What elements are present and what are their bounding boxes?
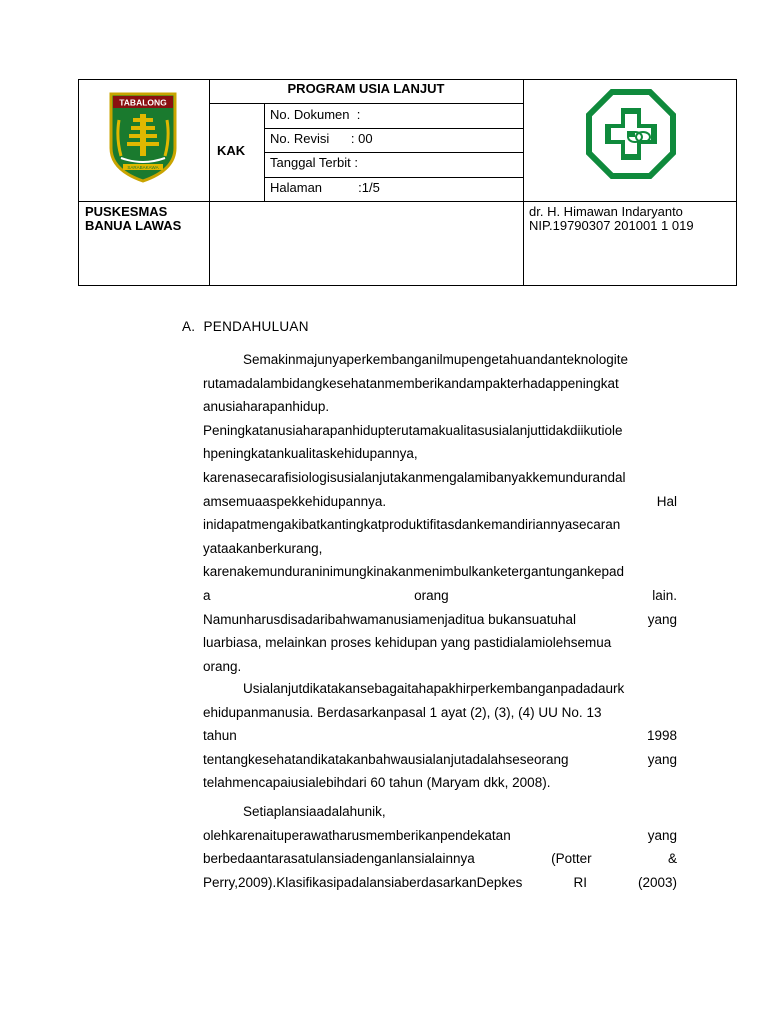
p3-line-2a: olehkarenaituperawatharusmemberikanpendekatan xyxy=(203,827,511,843)
p1-line-4: Peningkatanusiaharapanhidupterutamakualitasusialanjuttidakdiikutiole xyxy=(203,422,623,438)
p3-line-3c: & xyxy=(667,851,677,867)
field-no-revisi: No. Revisi : 00 xyxy=(270,131,373,146)
p2-line-1: Usialanjutdikatakansebagaitahapakhirperkembanganpadadaurk xyxy=(243,681,625,696)
logo-bottom-label: SARABAKAWA xyxy=(127,165,159,170)
p2-line-3a: tahun xyxy=(203,728,237,744)
p1-line-10: karenakemunduraninimungkinakanmenimbulkanketergantungankepad xyxy=(203,564,625,580)
p1-line-5: hpeningkatankualitaskehidupannya, xyxy=(203,446,418,462)
signatory-name: dr. H. Himawan Indaryanto xyxy=(529,204,683,219)
p3-line-4 xyxy=(203,871,677,895)
p3-line-4c: (2003) xyxy=(637,874,677,890)
program-title: PROGRAM USIA LANJUT xyxy=(287,81,445,96)
p1-line-8: inidapatmengakibatkantingkatproduktifitasdankemandiriannyasecaran xyxy=(203,517,621,533)
p3-line-3 xyxy=(203,847,677,871)
paragraph-3 xyxy=(203,800,677,894)
p1-line-6: karenasecarafisiologisusialanjutakanmengalamibanyakkemundurandal xyxy=(203,469,626,485)
p3-line-3a: berbedaantarasatulansiadenganlansialainnya xyxy=(203,851,475,867)
tabalong-logo xyxy=(107,90,179,184)
p3-line-4a: Perry,2009).KlasifikasipadalansiaberdasarkanDepkes xyxy=(203,874,523,890)
paragraph-2 xyxy=(203,677,677,795)
p2-line-3 xyxy=(203,724,677,748)
p3-line-2 xyxy=(203,824,677,848)
p2-line-4b: yang xyxy=(647,751,677,767)
p1-line-7a: amsemuaaspekkehidupannya. xyxy=(203,493,387,509)
p3-line-1: Setiaplansiaadalahunik, xyxy=(243,804,386,819)
org-name-line1: PUSKESMAS xyxy=(85,204,168,219)
p3-line-4b: RI xyxy=(573,874,587,890)
p1-line-3: anusiaharapanhidup. xyxy=(203,399,330,415)
p1-line-12b: yang xyxy=(647,611,677,627)
p3-line-2b: yang xyxy=(647,827,677,843)
p1-line-11c: lain. xyxy=(652,587,677,603)
p3-line-3b: (Potter xyxy=(551,851,592,867)
p1-line-7 xyxy=(203,490,677,514)
section-heading: A. PENDAHULUAN xyxy=(182,319,309,334)
header-table xyxy=(78,79,737,286)
p1-line-1: Semakinmajunyaperkembanganilmupengetahuandanteknologite xyxy=(243,352,629,367)
paragraph-1 xyxy=(203,348,677,678)
p1-line-14: orang. xyxy=(203,658,242,674)
p2-line-2: ehidupanmanusia. Berdasarkanpasal 1 ayat (2), (3), (4) UU No. 13 xyxy=(203,704,602,720)
signatory-nip: NIP.19790307 201001 1 019 xyxy=(529,218,694,233)
field-halaman: Halaman :1/5 xyxy=(270,180,380,195)
logo-label: TABALONG xyxy=(119,97,167,108)
field-no-dokumen: No. Dokumen : xyxy=(270,107,361,122)
p1-line-13: luarbiasa, melainkan proses kehidupan yang pastidialamiolehsemua xyxy=(203,635,612,651)
p1-line-11 xyxy=(203,584,677,608)
p1-line-12a: Namunharusdisadaribahwamanusiamenjaditua bukansuatuhal xyxy=(203,611,576,627)
p1-line-2: rutamadalambidangkesehatanmemberikandampakterhadappeningkat xyxy=(203,375,619,391)
p1-line-12 xyxy=(203,608,677,632)
p1-line-11b: orang xyxy=(414,587,449,603)
p2-line-5: telahmencapaiusialebihdari 60 tahun (Maryam dkk, 2008). xyxy=(203,775,551,791)
p2-line-4 xyxy=(203,748,677,772)
p1-line-9: yataakanberkurang, xyxy=(203,540,323,556)
org-name-line2: BANUA LAWAS xyxy=(85,218,182,233)
field-tanggal-terbit: Tanggal Terbit : xyxy=(270,155,358,170)
p1-line-7b: Hal xyxy=(656,493,677,509)
p1-line-11a: a xyxy=(203,587,211,603)
p2-line-4a: tentangkesehatandikatakanbahwausialanjutadalahseseorang xyxy=(203,751,569,767)
puskesmas-logo xyxy=(585,88,677,180)
doc-type-label: KAK xyxy=(217,143,246,158)
p2-line-3b: 1998 xyxy=(646,728,677,744)
